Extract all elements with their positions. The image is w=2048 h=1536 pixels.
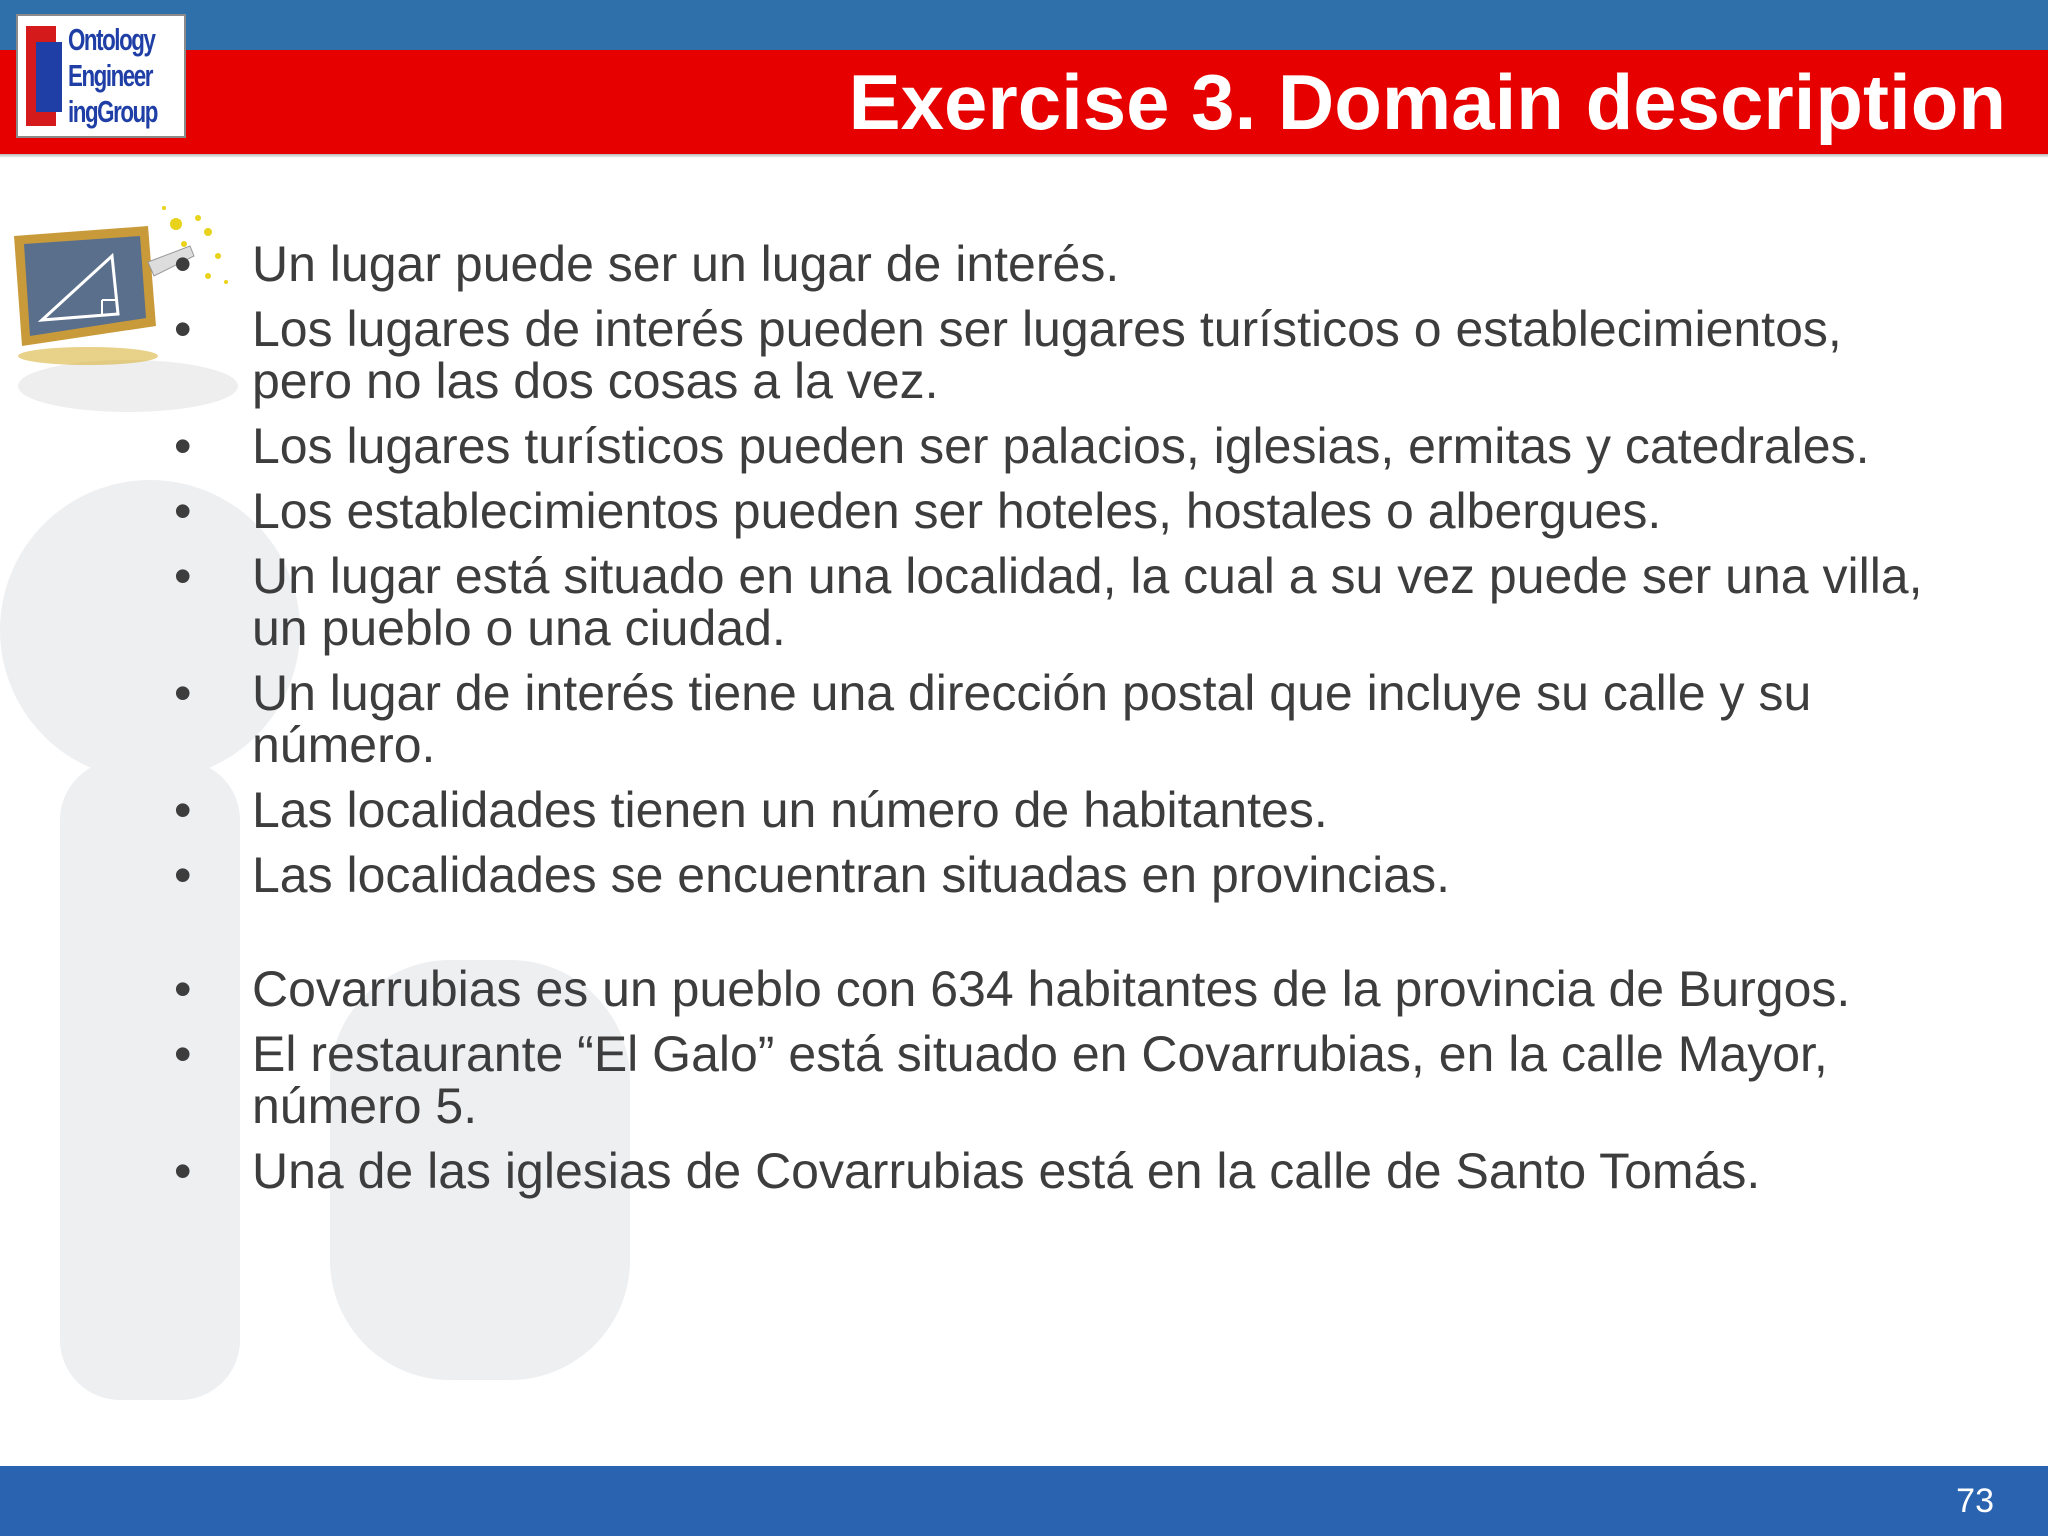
- list-item: [170, 420, 1930, 472]
- bullet-marker: •: [174, 418, 192, 474]
- list-item-text: Los establecimientos pueden ser hoteles, hostales o albergues.: [252, 483, 1662, 539]
- list-item-text: Un lugar puede ser un lugar de interés.: [252, 236, 1120, 292]
- logo-line: Ontology: [68, 22, 155, 57]
- list-item: [170, 849, 1930, 901]
- bullet-marker: •: [174, 782, 192, 838]
- list-item: [170, 667, 1930, 771]
- title-bar-shadow: [0, 154, 2048, 158]
- logo-blue-block: [36, 42, 62, 112]
- list-item: [170, 238, 1930, 290]
- list-item: [170, 784, 1930, 836]
- list-item: [170, 1028, 1930, 1132]
- bullet-list: [170, 238, 1930, 1210]
- list-item-text: Los lugares turísticos pueden ser palacios, iglesias, ermitas y catedrales.: [252, 418, 1870, 474]
- bullet-marker: •: [174, 483, 192, 539]
- list-item-text: El restaurante “El Galo” está situado en Covarrubias, en la calle Mayor, número 5.: [252, 1026, 1828, 1134]
- bottom-bar: [0, 1466, 2048, 1536]
- ontology-engineering-group-logo: [16, 14, 186, 138]
- list-item-text: Las localidades tienen un número de habitantes.: [252, 782, 1328, 838]
- list-item-text: Un lugar está situado en una localidad, la cual a su vez puede ser una villa, un pueblo o una ciudad.: [252, 548, 1923, 656]
- list-item-text: Un lugar de interés tiene una dirección postal que incluye su calle y su número.: [252, 665, 1812, 773]
- list-item-text: Los lugares de interés pueden ser lugares turísticos o establecimientos, pero no las dos cosas a la vez.: [252, 301, 1842, 409]
- bullet-marker: •: [174, 961, 192, 1017]
- top-stripe: [0, 0, 2048, 50]
- bullet-marker: •: [174, 236, 192, 292]
- logo-text: [68, 22, 157, 130]
- slide-title: Exercise 3. Domain description: [848, 58, 2006, 146]
- bullet-marker: •: [174, 847, 192, 903]
- list-item: [170, 550, 1930, 654]
- list-item-text: Covarrubias es un pueblo con 634 habitantes de la provincia de Burgos.: [252, 961, 1851, 1017]
- bullet-marker: •: [174, 301, 192, 357]
- list-item-text: Las localidades se encuentran situadas en provincias.: [252, 847, 1450, 903]
- list-item: [170, 963, 1930, 1015]
- list-item-text: Una de las iglesias de Covarrubias está en la calle de Santo Tomás.: [252, 1143, 1761, 1199]
- logo-line: ingGroup: [68, 94, 157, 129]
- logo-line: Engineer: [68, 58, 152, 93]
- page-number: 73: [1956, 1482, 1994, 1520]
- list-item: [170, 1145, 1930, 1197]
- bullet-marker: •: [174, 548, 192, 604]
- bullet-marker: •: [174, 1026, 192, 1082]
- bullet-marker: •: [174, 1143, 192, 1199]
- bullet-marker: •: [174, 665, 192, 721]
- list-item: [170, 303, 1930, 407]
- list-item: [170, 485, 1930, 537]
